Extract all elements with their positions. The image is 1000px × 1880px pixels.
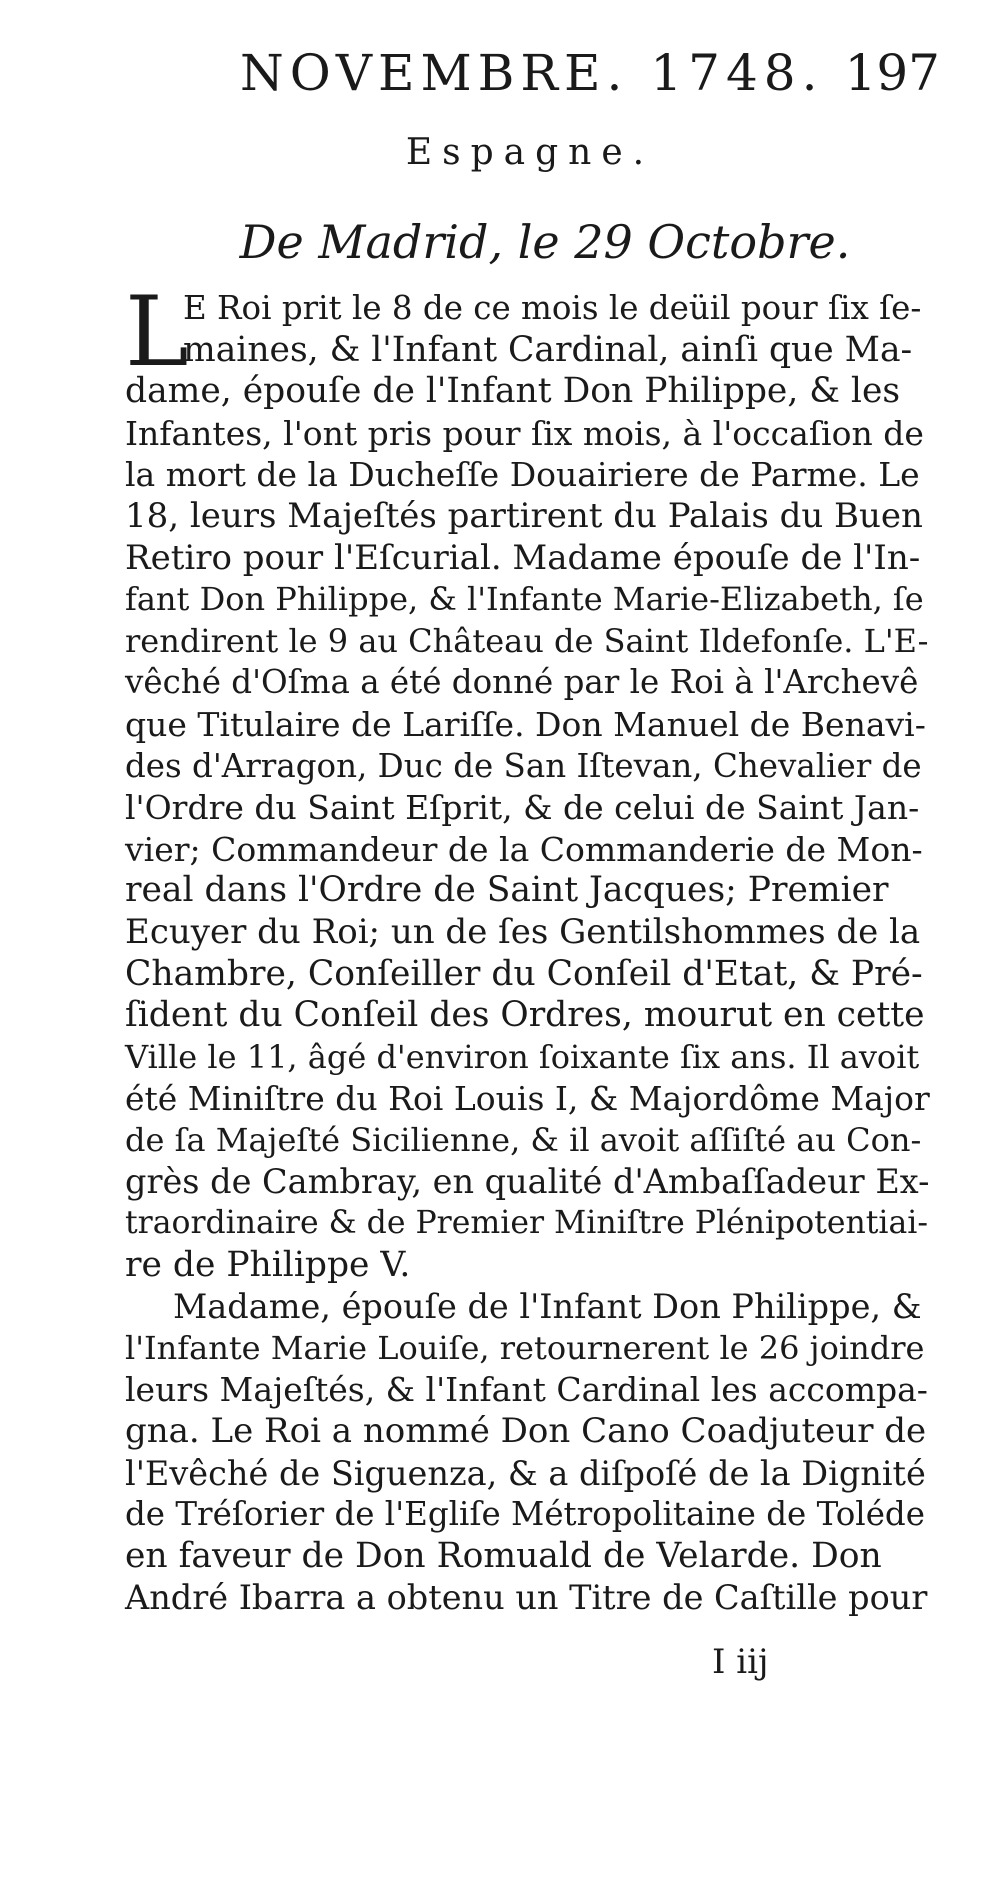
- text-line: grès de Cambray, en qualité d'Ambaſſadeur Ex-: [125, 1162, 930, 1202]
- text-line: vêché d'Oſma a été donné par le Roi à l'Archevê: [125, 663, 919, 702]
- text-line: E Roi prit le 8 de ce mois le deüil pour ſix ſe-: [183, 289, 922, 327]
- text-line: Chambre, Conſeiller du Conſeil d'Etat, & Pré-: [125, 953, 923, 994]
- text-line: des d'Arragon, Duc de San Iſtevan, Chevalier de: [125, 746, 922, 785]
- text-line: de ſa Majeſté Sicilienne, & il avoit aſſiſté au Con-: [125, 1120, 922, 1159]
- text-line: André Ibarra a obtenu un Titre de Caſtille pour: [125, 1578, 928, 1618]
- running-title: NOVEMBRE. 1748.: [240, 44, 824, 102]
- text-line: de Tréſorier de l'Egliſe Métropolitaine de Toléde: [125, 1495, 925, 1534]
- text-line: été Miniſtre du Roi Louis I, & Majordôme Major: [125, 1079, 930, 1119]
- text-line: l'Evêché de Siguenza, & a diſpoſé de la Dignité: [125, 1453, 926, 1493]
- text-line: l'Infante Marie Louiſe, retournerent le 26 joindre: [125, 1328, 925, 1367]
- text-line: traordinaire & de Premier Miniſtre Plénipotentiai-: [125, 1205, 928, 1242]
- text-line: dame, épouſe de l'Infant Don Philippe, & les: [125, 371, 901, 412]
- text-line: maines, & l'Infant Cardinal, ainſi que Ma-: [183, 329, 913, 370]
- text-line: Infantes, l'ont pris pour ſix mois, à l'occaſion de: [125, 413, 924, 453]
- drop-cap: L: [125, 276, 189, 388]
- text-line: Retiro pour l'Eſcurial. Madame épouſe de l'In-: [125, 537, 921, 578]
- text-line: 18, leurs Majeſtés partirent du Palais du Buen: [125, 495, 923, 536]
- text-line: la mort de la Ducheſſe Douairiere de Parme. Le: [125, 455, 920, 495]
- text-line: re de Philippe V.: [125, 1244, 411, 1285]
- signature-mark: I iij: [712, 1642, 769, 1682]
- text-line: en faveur de Don Romuald de Velarde. Don: [125, 1535, 882, 1576]
- article-body: [125, 276, 930, 1619]
- text-line: que Titulaire de Lariſſe. Don Manuel de Benavi-: [125, 704, 926, 744]
- text-line: gna. Le Roi a nommé Don Cano Coadjuteur de: [125, 1411, 927, 1452]
- section-title: Espagne.: [405, 132, 655, 173]
- page-header: [240, 38, 940, 108]
- text-line: vier; Commandeur de la Commanderie de Mon-: [125, 829, 923, 869]
- text-line: ſident du Conſeil des Ordres, mourut en cette: [125, 995, 925, 1036]
- text-line: Ville le 11, âgé d'environ ſoixante ſix ans. Il avoit: [125, 1037, 920, 1076]
- text-line: leurs Majeſtés, & l'Infant Cardinal les accompa-: [125, 1370, 928, 1410]
- text-line: Madame, épouſe de l'Infant Don Philippe, &: [173, 1287, 922, 1327]
- dateline: De Madrid, le 29 Octobre.: [239, 215, 851, 269]
- text-line: Ecuyer du Roi; un de ſes Gentilshommes de la: [125, 911, 921, 952]
- text-line: fant Don Philippe, & l'Infante Marie-Elizabeth, ſe: [125, 580, 924, 619]
- text-line: l'Ordre du Saint Eſprit, & de celui de Saint Jan-: [125, 788, 920, 828]
- text-line: rendirent le 9 au Château de Saint Ildefonſe. L'E-: [125, 621, 929, 660]
- text-line: real dans l'Ordre de Saint Jacques; Premier: [125, 870, 889, 911]
- page-number: 197: [844, 44, 940, 102]
